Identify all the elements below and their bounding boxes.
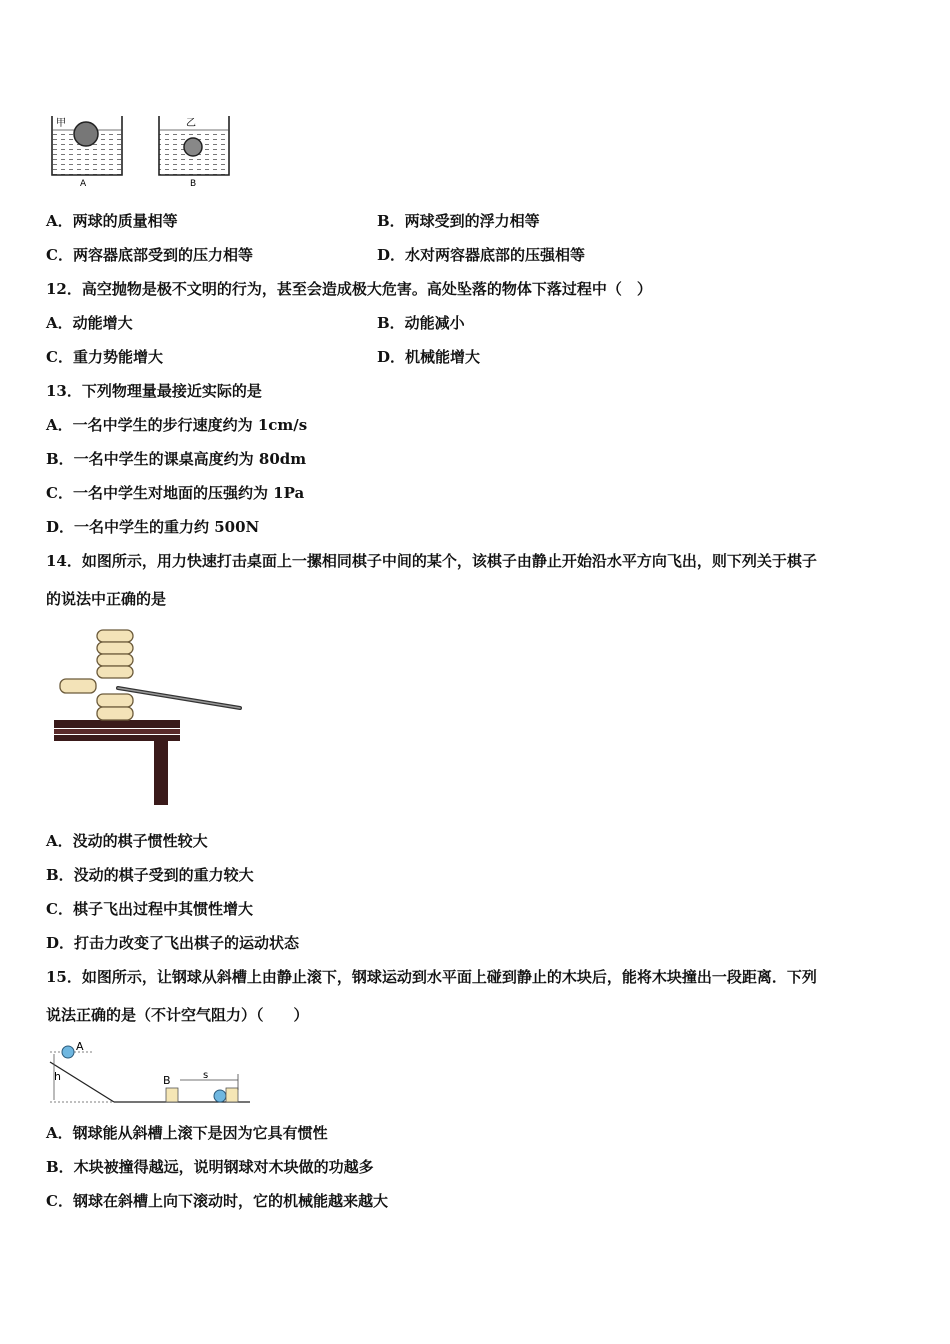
label-jia: 甲	[56, 118, 66, 129]
beaker-b	[159, 116, 229, 189]
q12-option-d: D．机械能增大	[377, 348, 481, 366]
q14-stem-line2: 的说法中正确的是	[46, 590, 167, 608]
wood-block-b	[166, 1088, 178, 1102]
label-s: s	[203, 1070, 209, 1081]
q15-stem-line2: 说法正确的是（不计空气阻力）（ ）	[46, 1006, 309, 1024]
q11-option-d: D．水对两容器底部的压强相等	[377, 246, 586, 264]
q12-option-b: B．动能减小	[377, 314, 465, 332]
label-h: h	[54, 1070, 61, 1083]
q13-stem: 13．下列物理量最接近实际的是	[46, 382, 262, 400]
q13-option-c: C．一名中学生对地面的压强约为 1Pa	[46, 484, 305, 502]
steel-ball-bottom	[214, 1090, 226, 1102]
beakers-figure	[44, 112, 234, 190]
q14-option-c: C．棋子飞出过程中其惯性增大	[46, 900, 253, 918]
label-b: B	[163, 1074, 171, 1087]
q12-option-a: A．动能增大	[46, 314, 133, 332]
q14-option-a: A．没动的棋子惯性较大	[46, 832, 208, 850]
label-a: A	[80, 179, 87, 189]
label-yi: 乙	[186, 118, 196, 129]
q12-option-c: C．重力势能增大	[46, 348, 163, 366]
q14-option-d: D．打击力改变了飞出棋子的运动状态	[46, 934, 300, 952]
q15-option-a: A．钢球能从斜槽上滚下是因为它具有惯性	[46, 1124, 328, 1142]
steel-ball-a	[62, 1046, 74, 1058]
beaker-a	[52, 116, 122, 189]
q13-option-b: B．一名中学生的课桌高度约为 80dm	[46, 450, 307, 468]
q13-option-a: A．一名中学生的步行速度约为 1cm/s	[46, 416, 308, 434]
q15-option-c: C．钢球在斜槽上向下滚动时，它的机械能越来越大	[46, 1192, 388, 1210]
q15-option-b: B．木块被撞得越远，说明钢球对木块做的功越多	[46, 1158, 374, 1176]
q12-stem: 12．高空抛物是极不文明的行为，甚至会造成极大危害。高处坠落的物体下落过程中（ ）	[46, 280, 652, 298]
q11-option-c: C．两容器底部受到的压力相等	[46, 246, 253, 264]
q15-stem-line1: 15．如图所示，让钢球从斜槽上由静止滚下，钢球运动到水平面上碰到静止的木块后，能将木块撞出一段距离．下列	[46, 968, 817, 986]
flying-chess-piece	[60, 679, 96, 693]
label-a: A	[76, 1040, 84, 1053]
q14-stem-line1: 14．如图所示，用力快速打击桌面上一摞相同棋子中间的某个，该棋子由静止开始沿水平方向飞出，则下列关于棋子	[46, 552, 817, 570]
q11-option-b: B．两球受到的浮力相等	[377, 212, 540, 230]
chess-stack-figure	[50, 622, 250, 808]
q13-option-d: D．一名中学生的重力约 500N	[46, 518, 260, 536]
table	[54, 720, 180, 805]
ramp-figure	[44, 1038, 254, 1106]
q11-option-a: A．两球的质量相等	[46, 212, 178, 230]
q14-option-b: B．没动的棋子受到的重力较大	[46, 866, 254, 884]
wood-block-end	[226, 1088, 238, 1102]
label-b: B	[190, 179, 197, 189]
chess-pieces-stack	[97, 630, 133, 720]
ball-yi	[184, 138, 202, 156]
ball-jia	[74, 122, 98, 146]
